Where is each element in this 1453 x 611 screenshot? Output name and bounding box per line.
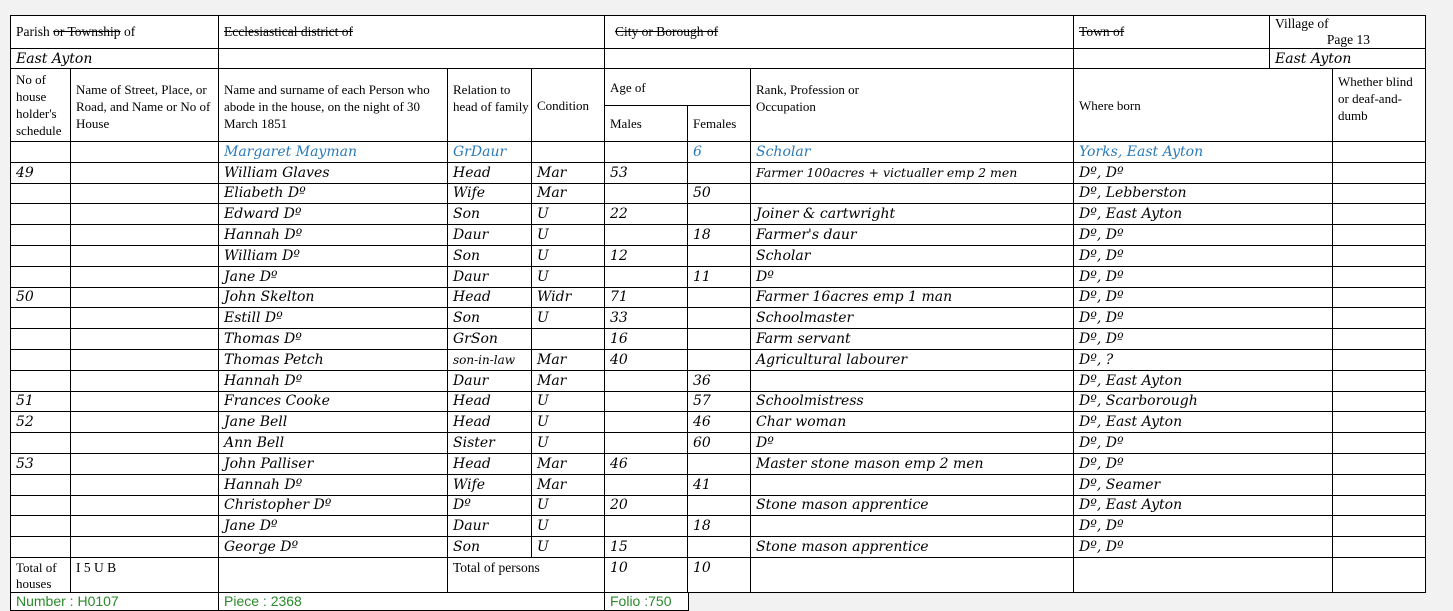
relation-cell: Head	[448, 412, 532, 433]
relation-cell: Head	[448, 391, 532, 412]
name-cell: John Skelton	[219, 287, 448, 308]
street-cell	[71, 308, 219, 329]
totals-blank	[219, 557, 448, 592]
schedule-cell	[11, 516, 71, 537]
occupation-cell: Joiner & cartwright	[751, 204, 1074, 225]
occupation-cell: Farmer's daur	[751, 225, 1074, 246]
street-cell	[71, 495, 219, 516]
condition-cell: U	[532, 433, 605, 454]
schedule-cell	[11, 495, 71, 516]
footer-refs	[10, 593, 689, 611]
schedule-cell: 53	[11, 453, 71, 474]
table-row	[11, 495, 1426, 516]
relation-cell: Head	[448, 162, 532, 183]
condition-cell: Mar	[532, 474, 605, 495]
males-cell	[605, 516, 688, 537]
relation-cell: Dº	[448, 495, 532, 516]
occupation-cell	[751, 370, 1074, 391]
town-value	[1074, 49, 1270, 68]
born-cell: Dº, East Ayton	[1074, 495, 1333, 516]
schedule-cell	[11, 183, 71, 204]
blind-cell	[1333, 162, 1426, 183]
reference-piece: Piece : 2368	[219, 593, 605, 611]
born-cell: Dº, Dº	[1074, 266, 1333, 287]
name-cell: John Palliser	[219, 453, 448, 474]
table-row	[11, 162, 1426, 183]
blind-cell	[1333, 287, 1426, 308]
born-cell: Dº, Dº	[1074, 516, 1333, 537]
occupation-cell: Dº	[751, 433, 1074, 454]
blind-cell	[1333, 412, 1426, 433]
condition-cell: U	[532, 308, 605, 329]
city-value	[605, 49, 1074, 69]
born-cell: Dº, Dº	[1074, 453, 1333, 474]
born-cell: Dº, Seamer	[1074, 474, 1333, 495]
blind-cell	[1333, 183, 1426, 204]
males-cell: 15	[605, 537, 688, 558]
name-cell: Edward Dº	[219, 204, 448, 225]
born-cell: Dº, East Ayton	[1074, 370, 1333, 391]
blind-cell	[1333, 329, 1426, 350]
table-row	[11, 183, 1426, 204]
col-street: Name of Street, Place, or Road, and Name or No of House	[71, 69, 219, 142]
schedule-cell	[11, 433, 71, 454]
born-cell: Dº, Dº	[1074, 537, 1333, 558]
born-cell: Dº, Scarborough	[1074, 391, 1333, 412]
born-cell: Dº, East Ayton	[1074, 412, 1333, 433]
condition-cell: U	[532, 391, 605, 412]
name-cell: Estill Dº	[219, 308, 448, 329]
condition-cell: Mar	[532, 183, 605, 204]
females-cell: 46	[688, 412, 751, 433]
town-label-cell	[1074, 16, 1426, 49]
street-cell	[71, 537, 219, 558]
blind-cell	[1333, 142, 1426, 163]
males-cell: 16	[605, 329, 688, 350]
street-cell	[71, 329, 219, 350]
col-males: Males	[605, 106, 688, 142]
name-cell: Thomas Petch	[219, 349, 448, 370]
born-cell: Dº, Dº	[1074, 245, 1333, 266]
reference-number: Number : H0107	[11, 593, 219, 611]
street-cell	[71, 516, 219, 537]
city-borough-label: City or Borough of	[605, 16, 1074, 49]
condition-cell: Mar	[532, 349, 605, 370]
blind-cell	[1333, 495, 1426, 516]
schedule-cell: 49	[11, 162, 71, 183]
schedule-cell: 50	[11, 287, 71, 308]
occupation-cell: Farm servant	[751, 329, 1074, 350]
col-condition: Condition	[532, 69, 605, 142]
village-label: Village of	[1275, 16, 1329, 31]
females-cell	[688, 162, 751, 183]
blind-cell	[1333, 370, 1426, 391]
name-cell: George Dº	[219, 537, 448, 558]
total-males: 10	[605, 557, 688, 592]
census-table	[10, 15, 1426, 593]
parish-suffix: of	[123, 24, 136, 39]
name-cell: Margaret Mayman	[219, 142, 448, 163]
relation-cell: Daur	[448, 370, 532, 391]
parish-label-cell	[11, 16, 219, 49]
relation-cell: Wife	[448, 474, 532, 495]
occupation-cell: Farmer 100acres + victualler emp 2 men	[751, 162, 1074, 183]
occupation-cell	[751, 516, 1074, 537]
relation-cell: GrDaur	[448, 142, 532, 163]
total-houses-value: I 5 U B	[71, 557, 219, 592]
relation-cell: Son	[448, 537, 532, 558]
condition-cell: U	[532, 204, 605, 225]
table-row	[11, 142, 1426, 163]
condition-cell: U	[532, 245, 605, 266]
street-cell	[71, 183, 219, 204]
name-cell: Jane Dº	[219, 266, 448, 287]
blind-cell	[1333, 537, 1426, 558]
street-cell	[71, 225, 219, 246]
occupation-cell: Scholar	[751, 142, 1074, 163]
reference-folio: Folio :750	[605, 593, 689, 611]
relation-cell: Sister	[448, 433, 532, 454]
blind-cell	[1333, 245, 1426, 266]
condition-cell: U	[532, 412, 605, 433]
males-cell	[605, 225, 688, 246]
table-row	[11, 245, 1426, 266]
ecclesiastical-value	[219, 49, 605, 69]
table-row	[11, 266, 1426, 287]
occupation-cell	[751, 183, 1074, 204]
occupation-cell: Master stone mason emp 2 men	[751, 453, 1074, 474]
relation-cell: Head	[448, 287, 532, 308]
table-row	[11, 391, 1426, 412]
street-cell	[71, 245, 219, 266]
street-cell	[71, 142, 219, 163]
name-cell: Jane Bell	[219, 412, 448, 433]
table-row	[11, 204, 1426, 225]
town-label: Town of	[1074, 16, 1270, 48]
street-cell	[71, 204, 219, 225]
blind-cell	[1333, 225, 1426, 246]
street-cell	[71, 453, 219, 474]
occupation-cell: Stone mason apprentice	[751, 495, 1074, 516]
town-village-values	[1074, 49, 1426, 69]
parish-value: East Ayton	[11, 49, 219, 69]
born-cell: Dº, Dº	[1074, 308, 1333, 329]
males-cell	[605, 433, 688, 454]
totals-born-blank	[1074, 557, 1333, 592]
village-value: East Ayton	[1275, 50, 1352, 67]
relation-cell: son-in-law	[448, 349, 532, 370]
females-cell: 57	[688, 391, 751, 412]
blind-cell	[1333, 266, 1426, 287]
township-struck: or Township	[53, 24, 121, 39]
blind-cell	[1333, 474, 1426, 495]
table-row	[11, 349, 1426, 370]
col-relation: Relation to head of family	[448, 69, 532, 142]
table-row	[11, 308, 1426, 329]
occupation-cell: Char woman	[751, 412, 1074, 433]
col-blind: Whether blind or deaf-and-dumb	[1333, 69, 1426, 142]
occupation-cell: Scholar	[751, 245, 1074, 266]
relation-cell: Wife	[448, 183, 532, 204]
blind-cell	[1333, 204, 1426, 225]
name-cell: William Dº	[219, 245, 448, 266]
condition-cell: Mar	[532, 162, 605, 183]
males-cell	[605, 266, 688, 287]
schedule-cell	[11, 142, 71, 163]
occupation-cell: Dº	[751, 266, 1074, 287]
occupation-cell: Stone mason apprentice	[751, 537, 1074, 558]
schedule-cell	[11, 474, 71, 495]
name-cell: Christopher Dº	[219, 495, 448, 516]
females-cell: 18	[688, 225, 751, 246]
born-cell: Dº, Dº	[1074, 287, 1333, 308]
condition-cell: U	[532, 495, 605, 516]
females-cell: 60	[688, 433, 751, 454]
table-row	[11, 433, 1426, 454]
name-cell: Thomas Dº	[219, 329, 448, 350]
blind-cell	[1333, 391, 1426, 412]
total-houses-label: Total of houses	[11, 557, 71, 592]
born-cell: Yorks, East Ayton	[1074, 142, 1333, 163]
schedule-cell: 52	[11, 412, 71, 433]
condition-cell: U	[532, 537, 605, 558]
condition-cell: Mar	[532, 370, 605, 391]
ecclesiastical-label: Ecclesiastical district of	[219, 16, 605, 49]
blind-cell	[1333, 433, 1426, 454]
females-cell	[688, 349, 751, 370]
condition-cell: U	[532, 516, 605, 537]
street-cell	[71, 412, 219, 433]
occupation-cell: Farmer 16acres emp 1 man	[751, 287, 1074, 308]
occupation-cell: Schoolmaster	[751, 308, 1074, 329]
name-cell: Hannah Dº	[219, 225, 448, 246]
males-cell: 40	[605, 349, 688, 370]
males-cell: 22	[605, 204, 688, 225]
condition-cell: Mar	[532, 453, 605, 474]
table-row	[11, 516, 1426, 537]
parish-label: Parish	[16, 24, 50, 39]
females-cell	[688, 537, 751, 558]
blind-cell	[1333, 308, 1426, 329]
blind-cell	[1333, 516, 1426, 537]
name-cell: William Glaves	[219, 162, 448, 183]
schedule-cell	[11, 329, 71, 350]
total-females: 10	[688, 557, 751, 592]
condition-cell	[532, 329, 605, 350]
schedule-cell	[11, 225, 71, 246]
table-row	[11, 329, 1426, 350]
females-cell: 41	[688, 474, 751, 495]
col-occupation: Rank, Profession or Occupation	[751, 69, 1074, 142]
females-cell: 18	[688, 516, 751, 537]
females-cell	[688, 308, 751, 329]
females-cell: 11	[688, 266, 751, 287]
table-row	[11, 474, 1426, 495]
males-cell	[605, 474, 688, 495]
occupation-cell: Agricultural labourer	[751, 349, 1074, 370]
table-row	[11, 453, 1426, 474]
col-name: Name and surname of each Person who abode in the house, on the night of 30 March 1851	[219, 69, 448, 142]
name-cell: Ann Bell	[219, 433, 448, 454]
relation-cell: Daur	[448, 225, 532, 246]
relation-cell: Daur	[448, 516, 532, 537]
totals-blind-blank	[1333, 557, 1426, 592]
males-cell: 33	[605, 308, 688, 329]
condition-cell	[532, 142, 605, 163]
schedule-cell	[11, 349, 71, 370]
table-row	[11, 370, 1426, 391]
census-sheet	[10, 15, 1425, 611]
occupation-cell: Schoolmistress	[751, 391, 1074, 412]
table-row	[11, 412, 1426, 433]
col-females: Females	[688, 106, 751, 142]
born-cell: Dº, East Ayton	[1074, 204, 1333, 225]
born-cell: Dº, Dº	[1074, 433, 1333, 454]
village-cell	[1270, 16, 1426, 48]
males-cell: 20	[605, 495, 688, 516]
relation-cell: Head	[448, 453, 532, 474]
males-cell	[605, 370, 688, 391]
females-cell	[688, 495, 751, 516]
relation-cell: Son	[448, 204, 532, 225]
females-cell	[688, 204, 751, 225]
males-cell	[605, 391, 688, 412]
name-cell: Hannah Dº	[219, 370, 448, 391]
males-cell: 53	[605, 162, 688, 183]
condition-cell: U	[532, 266, 605, 287]
table-row	[11, 287, 1426, 308]
schedule-cell	[11, 245, 71, 266]
relation-cell: Son	[448, 308, 532, 329]
females-cell: 36	[688, 370, 751, 391]
relation-cell: Daur	[448, 266, 532, 287]
street-cell	[71, 162, 219, 183]
street-cell	[71, 266, 219, 287]
relation-cell: GrSon	[448, 329, 532, 350]
schedule-cell	[11, 204, 71, 225]
totals-occ-blank	[751, 557, 1074, 592]
females-cell	[688, 329, 751, 350]
schedule-cell	[11, 308, 71, 329]
condition-cell: U	[532, 225, 605, 246]
total-persons-label: Total of persons	[448, 557, 605, 592]
born-cell: Dº, Dº	[1074, 329, 1333, 350]
street-cell	[71, 349, 219, 370]
relation-cell: Son	[448, 245, 532, 266]
page-number: Page 13	[1326, 32, 1371, 47]
males-cell: 71	[605, 287, 688, 308]
name-cell: Jane Dº	[219, 516, 448, 537]
males-cell: 46	[605, 453, 688, 474]
females-cell	[688, 245, 751, 266]
col-schedule: No of house holder's schedule	[11, 69, 71, 142]
street-cell	[71, 370, 219, 391]
schedule-cell	[11, 537, 71, 558]
females-cell: 6	[688, 142, 751, 163]
females-cell	[688, 453, 751, 474]
schedule-cell: 51	[11, 391, 71, 412]
born-cell: Dº, ?	[1074, 349, 1333, 370]
street-cell	[71, 474, 219, 495]
census-rows	[11, 142, 1426, 558]
born-cell: Dº, Lebberston	[1074, 183, 1333, 204]
schedule-cell	[11, 370, 71, 391]
females-cell: 50	[688, 183, 751, 204]
table-row	[11, 225, 1426, 246]
street-cell	[71, 391, 219, 412]
name-cell: Eliabeth Dº	[219, 183, 448, 204]
name-cell: Hannah Dº	[219, 474, 448, 495]
schedule-cell	[11, 266, 71, 287]
street-cell	[71, 287, 219, 308]
born-cell: Dº, Dº	[1074, 162, 1333, 183]
males-cell	[605, 142, 688, 163]
condition-cell: Widr	[532, 287, 605, 308]
males-cell: 12	[605, 245, 688, 266]
col-born: Where born	[1074, 69, 1333, 142]
table-row	[11, 537, 1426, 558]
males-cell	[605, 412, 688, 433]
females-cell	[688, 287, 751, 308]
occupation-cell	[751, 474, 1074, 495]
blind-cell	[1333, 453, 1426, 474]
born-cell: Dº, Dº	[1074, 225, 1333, 246]
blind-cell	[1333, 349, 1426, 370]
males-cell	[605, 183, 688, 204]
name-cell: Frances Cooke	[219, 391, 448, 412]
col-age: Age of	[605, 69, 751, 106]
street-cell	[71, 433, 219, 454]
